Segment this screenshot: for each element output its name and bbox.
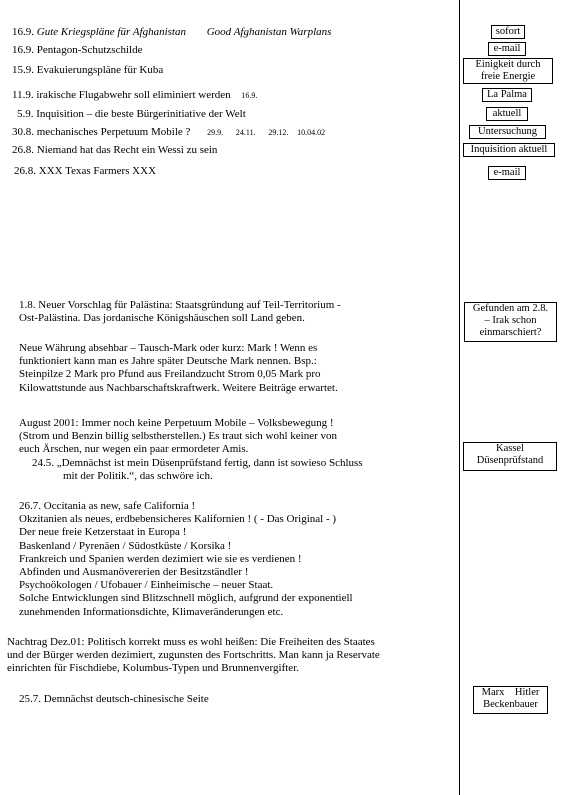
entry-wessi[interactable]: 26.8. Niemand hat das Recht ein Wessi zu sein — [12, 144, 218, 156]
tag-einigkeit[interactable] — [463, 58, 553, 84]
entry-date: 29.9. — [207, 128, 224, 137]
block-line: Psychoökologen / Ufobauer / Einheimische – neuer Staat. — [19, 579, 274, 592]
block-occitania — [19, 500, 353, 619]
block-line: Nachtrag Dez.01: Politisch korrekt muss es wohl heißen: Die Freiheiten des Staates — [7, 636, 375, 648]
tag-aktuell[interactable]: aktuell — [486, 107, 528, 121]
block-august — [19, 417, 363, 483]
tag-line: Beckenbauer — [483, 699, 538, 710]
entry-irak[interactable] — [12, 89, 257, 102]
block-line: einrichten für Fischdiebe, Kolumbus-Typen und Brunnenvergifter. — [7, 662, 299, 675]
tag-email[interactable]: e-mail — [488, 42, 526, 56]
entry-title: Gute Kriegspläne für Afghanistan — [36, 26, 186, 38]
entry-date: 16.9. — [12, 26, 34, 38]
block-line: 26.7. Occitania as new, safe California ! — [19, 500, 196, 512]
entry-pentagon[interactable]: 16.9. Pentagon-Schutzschilde — [12, 44, 143, 56]
block-line: Der neue freie Ketzerstaat in Europa ! — [19, 526, 187, 539]
entry-perpetuum[interactable] — [12, 126, 325, 139]
tag-line: freie Energie — [480, 71, 536, 82]
tag-line: Düsenprüfstand — [476, 455, 544, 466]
block-line: Kilowattstunde aus Nachbarschaftskraftwerk. Weitere Beiträge erwartet. — [19, 381, 338, 394]
block-line: mit der Politik.“, das schwöre ich. — [63, 469, 213, 482]
block-line: Abfinden und Ausmanövererien der Besitzständler ! — [19, 566, 249, 579]
block-line: euch Ärschen, nur wegen ein paar ermordeter Amis. — [19, 443, 249, 456]
tag-line: Einigkeit durch — [475, 59, 541, 70]
block-line: und der Bürger werden dezimiert, zugunsten des Fortschritts. Man kann ja Reservate — [7, 649, 380, 662]
block-line: funktioniert kann man es Jahre später Deutsche Mark nennen. Bsp.: — [19, 355, 317, 368]
block-line: (Strom und Benzin billig selbstherstellen.) Es traut sich wohl keiner von — [19, 430, 338, 443]
block-line: August 2001: Immer noch keine Perpetuum Mobile – Volksbewegung ! — [19, 417, 334, 429]
entry-date: 16.9. — [241, 91, 258, 100]
block-palestine — [19, 299, 341, 325]
block-line: Neue Währung absehbar – Tausch-Mark oder kurz: Mark ! Wenn es — [19, 342, 318, 354]
entry-title-english: Good Afghanistan Warplans — [206, 26, 332, 38]
block-line: 24.5. „Demnächst ist mein Düsenprüfstand fertig, dann ist sowieso Schluss — [32, 456, 363, 469]
tag-inquisition[interactable]: Inquisition aktuell — [463, 143, 555, 157]
entry-date: 10.04.02 — [297, 128, 326, 137]
entry-text: 30.8. mechanisches Perpetuum Mobile ? — [12, 126, 191, 138]
tag-line: Marx Hitler — [481, 687, 540, 698]
tag-line: Kassel — [496, 443, 524, 454]
entry-kuba[interactable]: 15.9. Evakuierungspläne für Kuba — [12, 64, 164, 76]
tag-marx-hitler[interactable] — [473, 686, 548, 714]
tag-untersuchung[interactable]: Untersuchung — [469, 125, 546, 139]
column-divider — [459, 0, 460, 795]
tag-email[interactable]: e-mail — [488, 166, 526, 180]
entry-date: 24.11. — [235, 128, 256, 137]
entry-text: 11.9. irakische Flugabwehr soll eliminiert werden — [12, 89, 231, 101]
entry-date: 29.12. — [268, 128, 289, 137]
tag-line: – Irak schon — [484, 315, 537, 326]
block-line: zunehmenden Informationsdichte, Klimaveränderungen etc. — [19, 605, 284, 618]
tag-la-palma[interactable]: La Palma — [482, 88, 532, 102]
block-line: Baskenland / Pyrenäen / Südostküste / Korsika ! — [19, 539, 232, 552]
tag-sofort[interactable]: sofort — [491, 25, 525, 39]
entry-texas[interactable]: 26.8. XXX Texas Farmers XXX — [14, 165, 157, 177]
block-line: Ost-Palästina. Das jordanische Königshäuschen soll Land geben. — [19, 312, 305, 325]
block-currency — [19, 342, 338, 395]
tag-kassel[interactable] — [463, 442, 557, 471]
block-nachtrag — [7, 636, 380, 676]
block-line: Solche Entwicklungen sind Blitzschnell möglich, aufgrund der exponentiell — [19, 592, 353, 605]
entry-chinese-page[interactable]: 25.7. Demnächst deutsch-chinesische Seite — [19, 693, 209, 705]
tag-gefunden[interactable] — [464, 302, 557, 342]
block-line: Okzitanien als neues, erdbebensicheres Kalifornien ! ( - Das Original - ) — [19, 513, 337, 526]
block-line: Frankreich und Spanien werden dezimiert wie sie es verdienen ! — [19, 552, 302, 565]
entry-afghanistan[interactable] — [12, 26, 331, 39]
block-line: 1.8. Neuer Vorschlag für Palästina: Staatsgründung auf Teil-Territorium - — [19, 299, 341, 311]
tag-line: Gefunden am 2.8. — [472, 303, 549, 314]
block-line: Steinpilze 2 Mark pro Pfund aus Freilandzucht Strom 0,05 Mark pro — [19, 368, 321, 381]
tag-line: einmarschiert? — [479, 327, 542, 338]
entry-inquisition[interactable]: 5.9. Inquisition – die beste Bürgerinitiative der Welt — [17, 108, 246, 120]
